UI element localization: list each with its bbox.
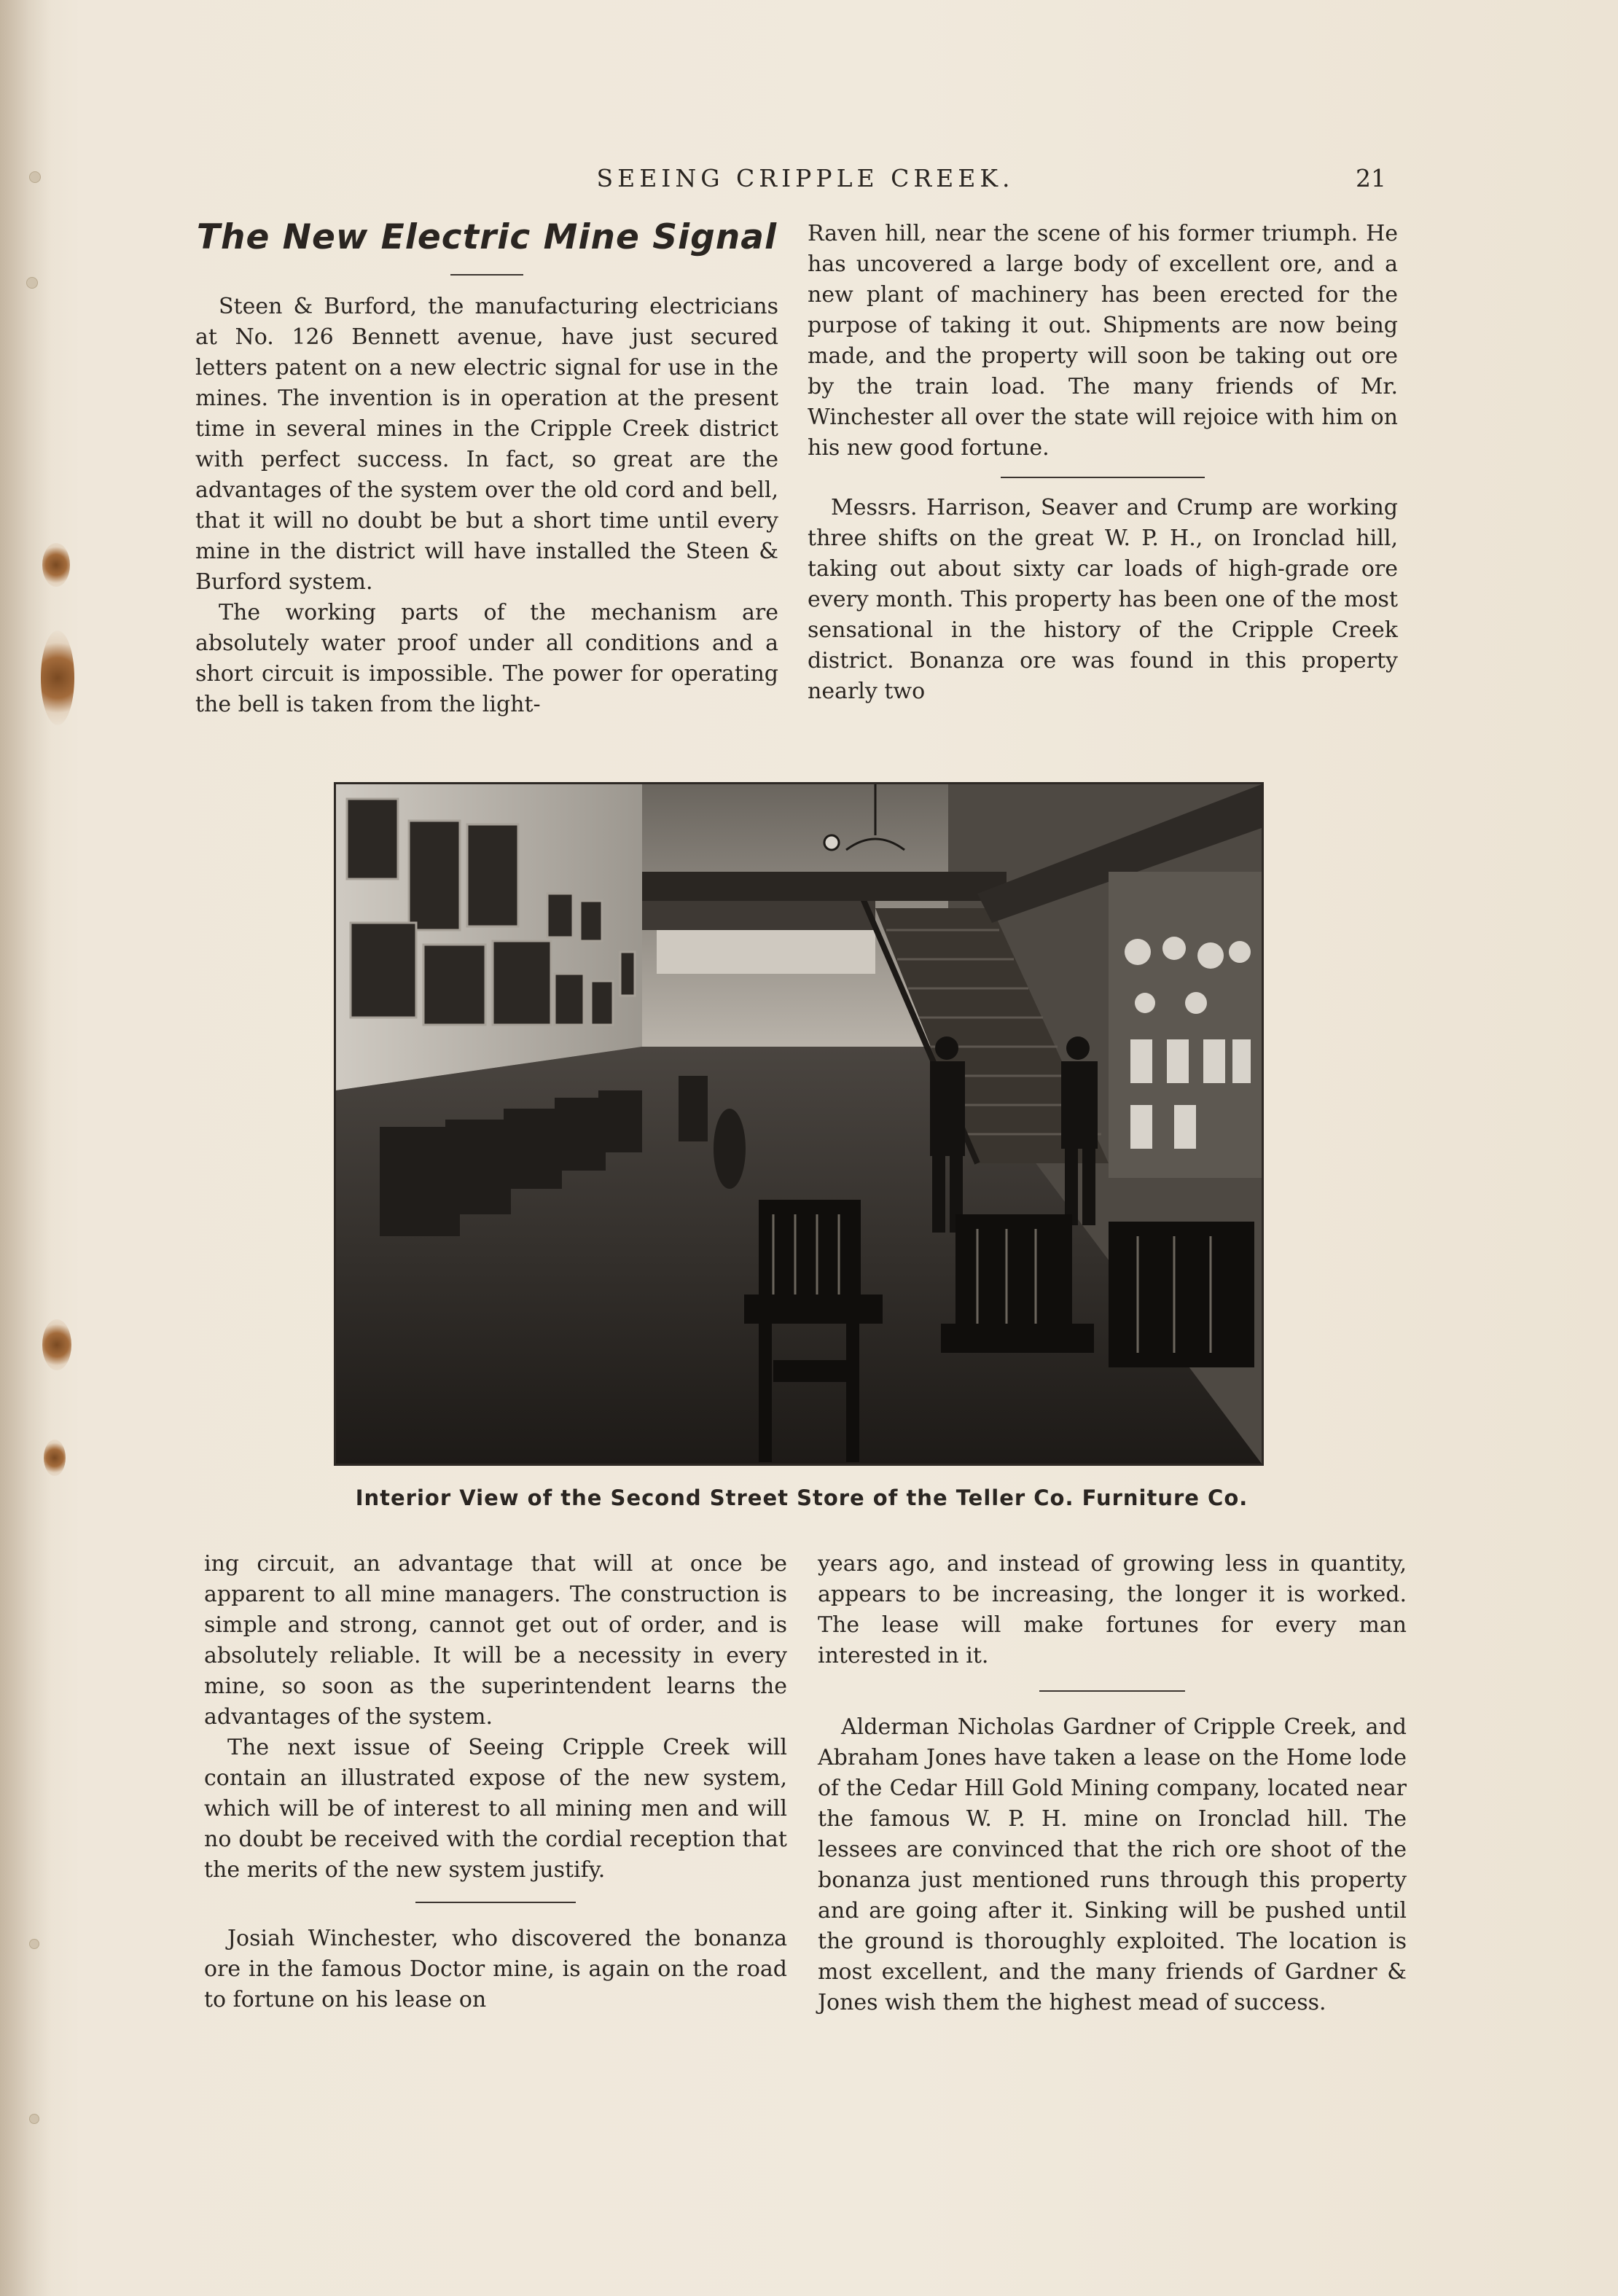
binding-hole xyxy=(29,171,41,183)
rust-stain xyxy=(41,630,74,725)
section-divider xyxy=(415,1902,576,1903)
paragraph: years ago, and instead of growing less in quantity, appears to be increasing, the longer it is worked. The lease will make fortunes for every man interested in it. xyxy=(818,1551,1407,1668)
paragraph: The next issue of Seeing Cripple Creek will contain an illustrated expose of the new system, which will be of interest to all mining men and will no doubt be received with the cordial reception that the merits of the new system justify. xyxy=(204,1735,787,1883)
section-divider xyxy=(1039,1690,1185,1692)
paragraph: Messrs. Harrison, Seaver and Crump are working three shifts on the great W. P. H., on Ironclad hill, taking out about sixty car loads of high-grade ore every month. This property has been one of the most sensational in the history of the Cripple Creek district. Bonanza ore was found in this property nearly two xyxy=(808,495,1398,704)
binding-hole xyxy=(26,277,38,289)
running-head: SEEING CRIPPLE CREEK. xyxy=(596,164,1015,192)
binding-hole xyxy=(29,2114,39,2124)
paragraph: The working parts of the mechanism are absolutely water proof under all conditions and a short circuit is impossible. The power for operating the bell is taken from the light- xyxy=(195,600,778,717)
paragraph: ing circuit, an advantage that will at once be apparent to all mine managers. The construction is simple and strong, cannot get out of order, and is absolutely reliable. It will be a necessity in every mine, so soon as the superintendent learns the advantages of the system. xyxy=(204,1551,787,1730)
rust-stain xyxy=(44,1440,66,1476)
column-top-left xyxy=(195,292,778,720)
binding-hole xyxy=(29,1939,39,1949)
photo-image xyxy=(336,784,1262,1464)
store-interior-photo xyxy=(334,782,1264,1466)
paragraph: Alderman Nicholas Gardner of Cripple Creek, and Abraham Jones have taken a lease on the Home lode of the Cedar Hill Gold Mining company, located near the famous W. P. H. mine on Ironclad hill. The lessees are convinced that the rich ore shoot of the bonanza just mentioned runs through this property and are going after it. Sinking will be pushed until the ground is thoroughly exploited. The location is most excellent, and the many friends of Gardner & Jones wish them the highest mead of success. xyxy=(818,1714,1407,2015)
spine-shadow xyxy=(0,0,51,2296)
rust-stain xyxy=(42,1319,71,1370)
article-title: The New Electric Mine Signal xyxy=(196,217,778,257)
column-bottom-right xyxy=(818,1549,1407,2018)
paragraph: Steen & Burford, the manufacturing electricians at No. 126 Bennett avenue, have just secured letters patent on a new electric signal for use in the mines. The invention is in operation at the present time in several mines in the Cripple Creek district with perfect success. In fact, so great are the advantages of the system over the old cord and bell, that it will no doubt be but a short time until every mine in the district will have installed the Steen & Burford system. xyxy=(195,294,778,595)
title-divider xyxy=(450,274,523,276)
paragraph: Raven hill, near the scene of his former triumph. He has uncovered a large body of excellent ore, and a new plant of machinery has been erected for the purpose of taking it out. Shipments are now being made, and the property will soon be taking out ore by the train load. The many friends of Mr. Winchester all over the state will rejoice with him on his new good fortune. xyxy=(808,221,1398,461)
page-number: 21 xyxy=(1356,164,1386,192)
paragraph: Josiah Winchester, who discovered the bonanza ore in the famous Doctor mine, is again on the road to fortune on his lease on xyxy=(204,1926,787,2012)
rust-stain xyxy=(42,543,70,587)
column-bottom-left xyxy=(204,1549,787,2015)
section-divider xyxy=(1001,477,1205,478)
photo-caption: Interior View of the Second Street Store of the Teller Co. Furniture Co. xyxy=(355,1485,1248,1510)
column-top-right xyxy=(808,219,1398,707)
